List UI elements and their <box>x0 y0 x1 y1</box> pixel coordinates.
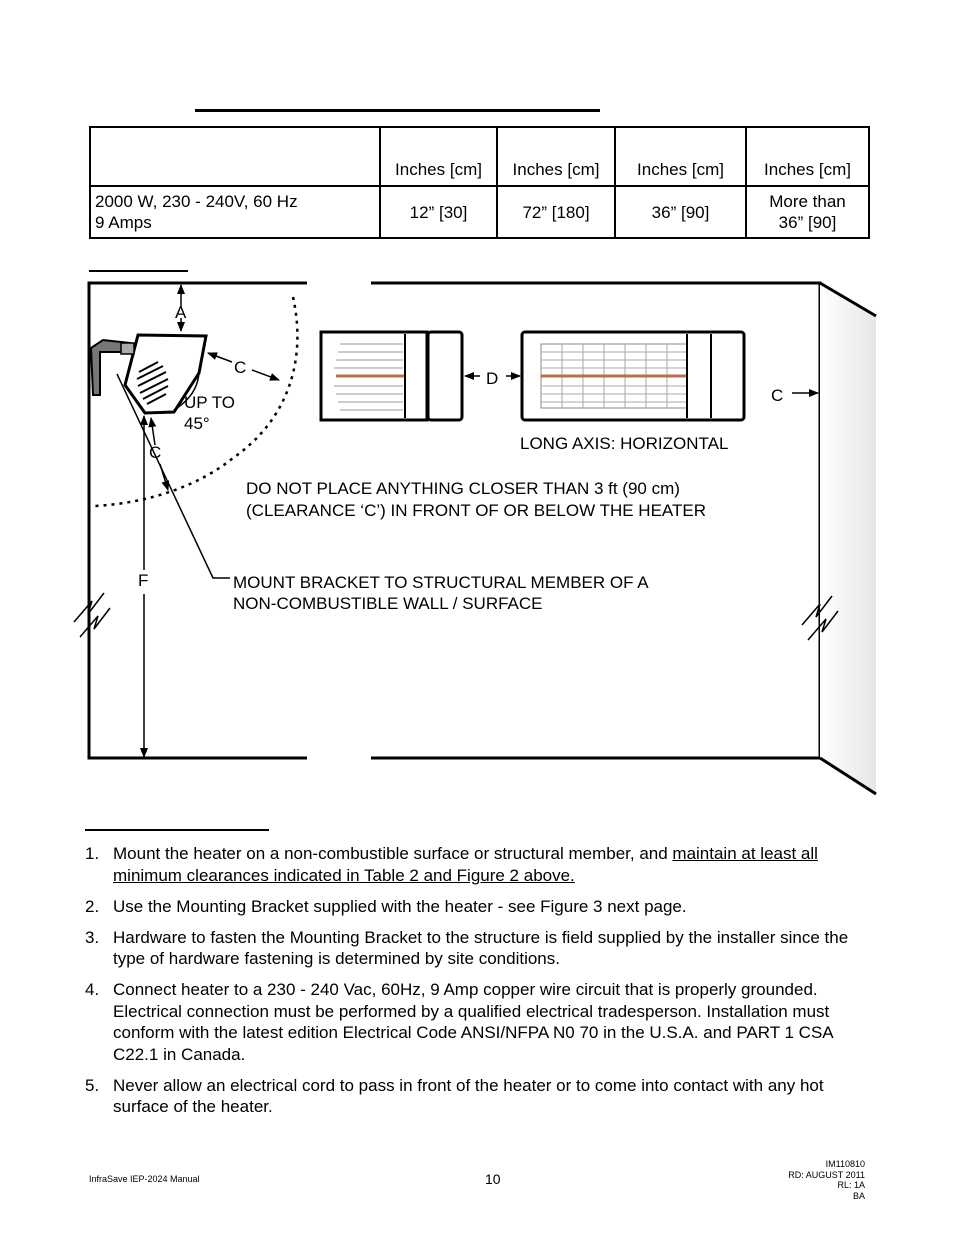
revision-line-1: IM110810 <box>825 1159 865 1169</box>
note-text: Connect heater to a 230 - 240 Vac, 60Hz, 9 Amp copper wire circuit that is properly grounded. Electrical connection must be performed by a qualified electrical tradesperson. Installation must conform with the latest edition Electrical Code ANSI/NFPA N0 70 in the U.S.A. and PART 1 CSA C22.1 in Canada. <box>113 980 833 1064</box>
footer-manual-name: InfraSave IEP-2024 Manual <box>89 1174 200 1184</box>
value-d-line-2: 36” [90] <box>778 213 837 232</box>
figure-gap-mask <box>305 326 319 426</box>
note-text: Mount the heater on a non-combustible surface or structural member, and <box>113 844 673 863</box>
revision-line-4: BA <box>852 1190 865 1201</box>
note-text: Hardware to fasten the Mounting Bracket to the structure is field supplied by the installer since the type of hardware fastening is determined by site conditions. <box>113 927 849 968</box>
note-number: 5. <box>85 1075 100 1095</box>
bracket-line-1: MOUNT BRACKET TO STRUCTURAL MEMBER OF A <box>233 573 649 592</box>
note-number: 2. <box>85 896 100 916</box>
note-number: 1. <box>85 844 100 863</box>
warning-line-1: DO NOT PLACE ANYTHING CLOSER THAN 3 ft (90 cm) <box>246 479 680 498</box>
label-c-right: C <box>771 386 784 405</box>
value-cell-c: 36” [90] <box>615 186 746 238</box>
note-number: 3. <box>85 927 100 947</box>
footer-revision <box>788 1159 865 1201</box>
value-cell-a: 12” [30] <box>380 186 497 238</box>
spec-line-2: 9 Amps <box>95 213 152 232</box>
label-c-below: C <box>149 443 162 462</box>
label-c-angle: C <box>234 358 247 377</box>
left-break-marks <box>74 593 110 637</box>
list-item <box>85 1075 865 1118</box>
label-angle: 45° <box>184 414 210 433</box>
warning-line-2: (CLEARANCE ‘C’) IN FRONT OF OR BELOW THE HEATER <box>246 501 706 520</box>
notes-title-rule <box>85 829 269 831</box>
list-item <box>85 896 865 918</box>
header-cell-b: Inches [cm] <box>497 127 615 186</box>
heater-left-front <box>321 332 462 420</box>
value-d-line-1: More than <box>769 192 846 211</box>
value-cell-b: 72” [180] <box>497 186 615 238</box>
page-number: 10 <box>485 1171 501 1187</box>
long-axis-label: LONG AXIS: HORIZONTAL <box>520 434 729 453</box>
label-a: A <box>175 303 187 322</box>
header-cell-d: Inches [cm] <box>746 127 869 186</box>
spec-line-1: 2000 W, 230 - 240V, 60 Hz <box>95 192 298 211</box>
side-wall <box>820 283 876 794</box>
note-underlined-text: maintain at least all minimum clearances indicated in Table 2 and Figure 2 above. <box>113 844 818 885</box>
heater-right-front <box>522 332 744 420</box>
header-cell-c: Inches [cm] <box>615 127 746 186</box>
note-text: Never allow an electrical cord to pass in front of the heater or to come into contact with any hot surface of the heater. <box>113 1075 824 1116</box>
header-cell-a: Inches [cm] <box>380 127 497 186</box>
revision-line-2: RD: AUGUST 2011 <box>788 1169 865 1180</box>
label-f: F <box>138 571 149 590</box>
list-item <box>85 843 865 886</box>
installation-notes <box>85 843 865 1127</box>
list-item <box>85 927 865 970</box>
label-d: D <box>486 369 499 388</box>
label-up-to: UP TO <box>184 393 236 412</box>
note-text: Use the Mounting Bracket supplied with the heater - see Figure 3 next page. <box>113 896 687 916</box>
revision-line-3: RL: 1A <box>837 1180 865 1190</box>
list-item <box>85 979 865 1065</box>
bracket-line-2: NON-COMBUSTIBLE WALL / SURFACE <box>233 594 543 613</box>
note-number: 4. <box>85 980 100 999</box>
